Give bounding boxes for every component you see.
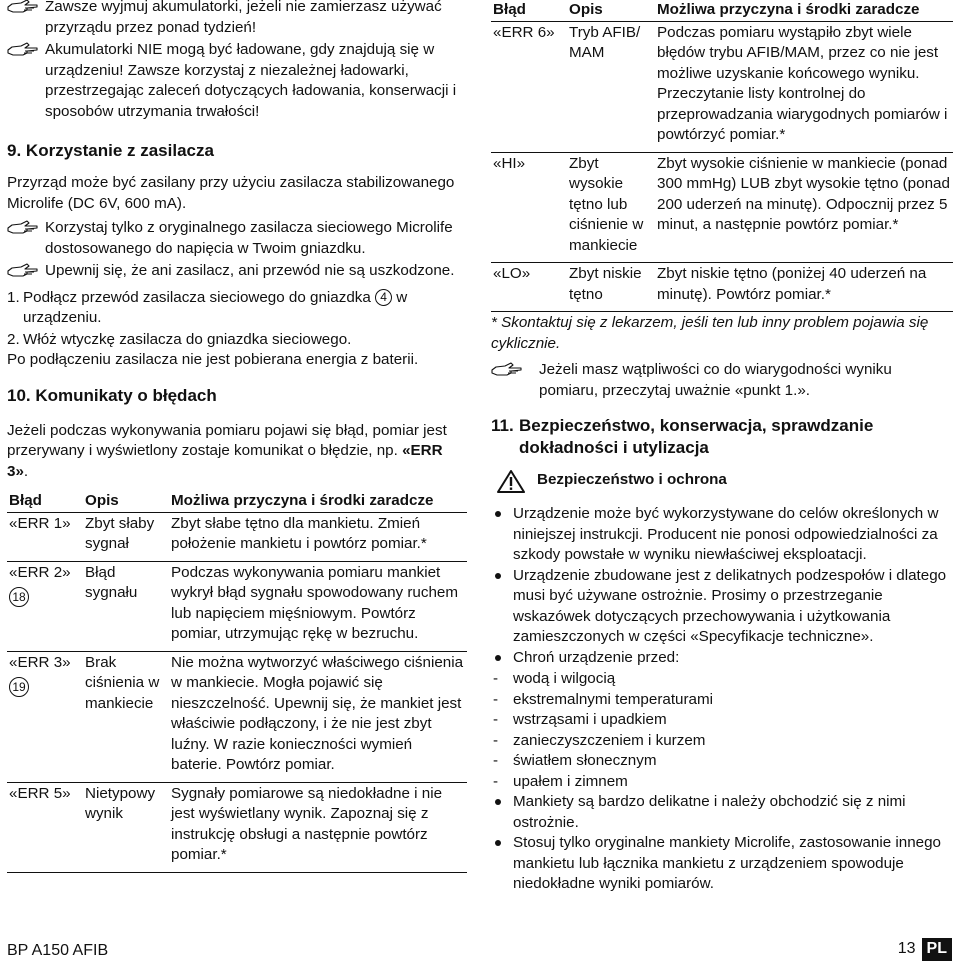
column-header: Błąd: [491, 0, 567, 21]
note-text: Zawsze wyjmuj akumulatorki, jeżeli nie zamierzasz używać przyrządu przez ponad tydzień!: [45, 0, 442, 36]
table-row: [491, 21, 953, 152]
table-row: [7, 561, 467, 651]
error-table-left: [7, 491, 467, 873]
list-item: - ekstremalnymi temperaturami: [491, 690, 953, 711]
hand-pointer-icon: [7, 41, 39, 57]
reference-number-badge: 4: [375, 289, 392, 306]
list-item: - światłem słonecznym: [491, 751, 953, 772]
protect-list: [491, 669, 953, 792]
footnote-contact-doctor: * Skontaktuj się z lekarzem, jeśli ten lub inny problem pojawia się cyklicznie.: [491, 314, 929, 352]
section-9-heading: [7, 140, 467, 162]
list-item: - wstrząsami i upadkiem: [491, 710, 953, 731]
safety-subheading: Bezpieczeństwo i ochrona: [491, 469, 953, 495]
hand-pointer-icon: [7, 219, 39, 235]
hand-pointer-icon: [7, 262, 39, 278]
list-item: - wodą i wilgocią: [491, 669, 953, 690]
error-remedy: Zbyt słabe tętno dla mankietu. Zmień położenie mankietu i powtórz pomiar.*: [169, 512, 467, 561]
section-10-intro: Jeżeli podczas wykonywania pomiaru pojawi się błąd, pomiar jest przerywany i wyświetlony zostaje komunikat o błędzie, np. «ERR 3».: [7, 421, 447, 480]
section-title: Komunikaty o błędach: [35, 385, 217, 405]
error-description: Błąd sygnału: [83, 561, 169, 651]
error-code: «ERR 5»: [7, 782, 83, 872]
table-row: [7, 651, 467, 782]
error-remedy: Podczas pomiaru wystąpiło zbyt wiele błędów trybu AFIB/MAM, przez co nie jest możliwe uzyskanie końcowego wyniku. Przeczytanie listy kontrolnej do przeprowadzania wiarygodnych pomiarów i powtórzyć pomiar.*: [655, 21, 953, 152]
reference-number-badge: 19: [9, 677, 29, 697]
step-item: 1. Podłącz przewód zasilacza sieciowego do gniazdka 4 w urządzeniu.: [7, 288, 408, 326]
section-number: 10.: [7, 385, 31, 405]
table-row: [491, 263, 953, 312]
safety-list: [491, 504, 953, 895]
list-item: Urządzenie może być wykorzystywane do celów określonych w niniejszej instrukcji. Producent nie ponosi odpowiedzialności za szkody powstałe w wyniku niewłaściwej eksploatacji.: [491, 504, 953, 566]
table-row: [7, 512, 467, 561]
error-remedy: Zbyt wysokie ciśnienie w mankiecie (ponad 300 mmHg) LUB zbyt wysokie tętno (ponad 200 uderzeń na minutę). Odpocznij przez 5 minut, a następnie powtórz pomiar.*: [655, 152, 953, 263]
error-description: Zbyt słaby sygnał: [83, 512, 169, 561]
table-row: [7, 782, 467, 872]
column-header: Opis: [567, 0, 655, 21]
warning-triangle-icon: [497, 469, 525, 493]
error-remedy: Nie można wytworzyć właściwego ciśnienia w mankiecie. Mogła pojawić się nieszczelność. Upewnij się, że mankiet jest właściwie podłączony, i że nie jest zbyt luźny. W razie konieczności wymień baterie. Powtórz pomiar.: [169, 651, 467, 782]
table-header-row: [7, 491, 467, 512]
left-column: [7, 0, 467, 873]
section-9-intro: Przyrząd może być zasilany przy użyciu zasilacza stabilizowanego Microlife (DC 6V, 600 mA).: [7, 174, 455, 212]
list-item: Stosuj tylko oryginalne mankiety Microlife, zastosowanie innego mankietu lub łącznika mankietu z urządzeniem spowoduje niedokładne wyniki pomiarów.: [491, 833, 953, 895]
reference-number-badge: 18: [9, 587, 29, 607]
language-badge: PL: [922, 938, 952, 961]
column-header: Opis: [83, 491, 169, 512]
right-column: [491, 0, 953, 895]
error-code: «HI»: [491, 152, 567, 263]
table-row: [491, 152, 953, 263]
section-title: Korzystanie z zasilacza: [25, 141, 214, 160]
note-text: Akumulatorki NIE mogą być ładowane, gdy znajdują się w urządzeniu! Zawsze korzystaj z niezależnej ładowarki, przestrzegając zaleceń dotyczących ładowania, konserwacji i sposobów utrzymania trwałości!: [45, 41, 457, 120]
section-9-after: Po podłączeniu zasilacza nie jest pobierana energia z baterii.: [7, 351, 419, 368]
hand-pointer-icon: [7, 0, 39, 14]
error-code: «ERR 1»: [7, 512, 83, 561]
note-text: Jeżeli masz wątpliwości co do wiarygodności wyniku pomiaru, przeczytaj uważnie «punkt 1.».: [539, 361, 892, 399]
section-number: 9.: [7, 141, 22, 160]
list-item: Mankiety są bardzo delikatne i należy obchodzić się z nimi ostrożnie.: [491, 792, 953, 833]
note-no-charging: [7, 40, 467, 122]
error-code: «LO»: [491, 263, 567, 312]
page-number: 13: [897, 940, 916, 957]
note-text: Korzystaj tylko z oryginalnego zasilacza sieciowego Microlife dostosowanego do napięcia w Twoim gniazdku.: [45, 219, 453, 257]
footer-page: [898, 938, 952, 961]
list-item: Urządzenie zbudowane jest z delikatnych podzespołów i dlatego musi być używane ostrożnie. Prosimy o przestrzeganie wskazówek dotyczących przechowywania i użytkowania zamieszczonych w części «Specyfikacje techniczne».: [491, 566, 953, 648]
note-reliability: [491, 360, 953, 401]
error-table-right: [491, 0, 953, 312]
error-description: Zbyt niskie tętno: [567, 263, 655, 312]
section-title: Bezpieczeństwo, konserwacja, sprawdzanie dokładności i utylizacja: [519, 416, 874, 457]
error-remedy: Zbyt niskie tętno (poniżej 40 uderzeń na minutę). Powtórz pomiar.*: [655, 263, 953, 312]
section-10-heading: [7, 385, 467, 407]
list-item: - zanieczyszczeniem i kurzem: [491, 731, 953, 752]
column-header: Możliwa przyczyna i środki zaradcze: [655, 0, 953, 21]
note-remove-batteries: [7, 0, 467, 38]
error-remedy: Sygnały pomiarowe są niedokładne i nie jest wyświetlany wynik. Zapoznaj się z instrukcję obsługi a następnie powtórz pomiar.*: [169, 782, 467, 872]
error-code: «ERR 6»: [491, 21, 567, 152]
column-header: Możliwa przyczyna i środki zaradcze: [169, 491, 467, 512]
error-description: Zbyt wysokie tętno lub ciśnienie w mankiecie: [567, 152, 655, 263]
section-number: 11.: [491, 416, 514, 435]
list-item: - upałem i zimnem: [491, 772, 953, 793]
note-check-cable: [7, 261, 467, 282]
error-description: Brak ciśnienia w mankiecie: [83, 651, 169, 782]
adapter-steps: [7, 288, 467, 351]
column-header: Błąd: [7, 491, 83, 512]
list-item: Chroń urządzenie przed: - wodą i wilgocią - ekstremalnymi temperaturami - wstrząsami i upadkiem - zanieczyszczeniem i kurzem - światłem słonecznym - upałem i zimnem: [491, 648, 953, 793]
table-header-row: [491, 0, 953, 21]
error-code-cell: «ERR 2» 18: [7, 561, 83, 651]
error-description: Nietypowy wynik: [83, 782, 169, 872]
hand-pointer-icon: [491, 361, 523, 377]
note-text: Upewnij się, że ani zasilacz, ani przewód nie są uszkodzone.: [45, 262, 455, 279]
section-11-heading: [491, 415, 953, 459]
footer-model: BP A150 AFIB: [7, 942, 109, 959]
note-original-adapter: [7, 218, 467, 259]
error-code-cell: «ERR 3» 19: [7, 651, 83, 782]
error-description: Tryb AFIB/ MAM: [567, 21, 655, 152]
step-item: 2. Włóż wtyczkę zasilacza do gniazdka sieciowego.: [7, 330, 352, 348]
error-remedy: Podczas wykonywania pomiaru mankiet wykrył błąd sygnału spowodowany ruchem lub napięciem mięśniowym. Powtórz pomiar, utrzymując rękę w bezruchu.: [169, 561, 467, 651]
